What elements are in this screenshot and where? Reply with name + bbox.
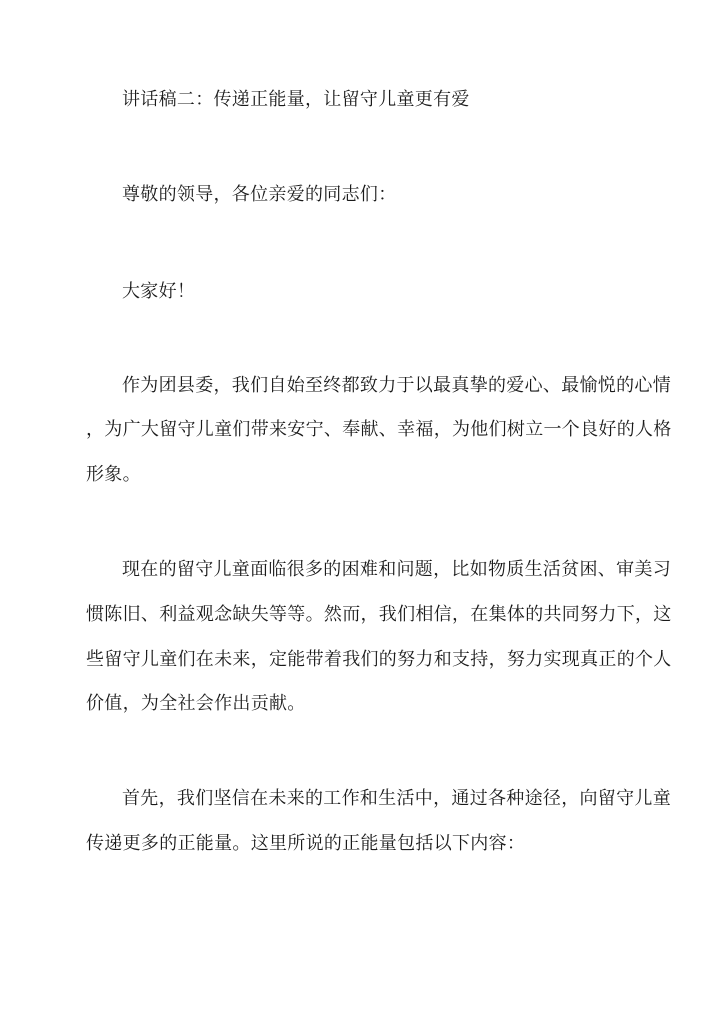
- paragraph-line: 价值，为全社会作出贡献。: [86, 693, 306, 714]
- paragraph-line: 现在的留守儿童面临很多的困难和问题，比如物质生活贫困、审美习: [122, 559, 671, 580]
- salutation: 尊敬的领导，各位亲爱的同志们：: [122, 184, 397, 205]
- paragraph-line: 首先，我们坚信在未来的工作和生活中，通过各种途径，向留守儿童: [122, 788, 671, 809]
- greeting: 大家好！: [122, 281, 196, 302]
- paragraph-line: 作为团县委，我们自始至终都致力于以最真挚的爱心、最愉悦的心情: [122, 375, 671, 396]
- paragraph-line: 传递更多的正能量。这里所说的正能量包括以下内容：: [86, 833, 526, 854]
- paragraph-line: 形象。: [86, 464, 141, 485]
- document-title: 讲话稿二：传递正能量，让留守儿童更有爱: [122, 89, 470, 110]
- paragraph-line: 些留守儿童们在未来，定能带着我们的努力和支持，努力实现真正的个人: [86, 649, 672, 670]
- paragraph-line: 惯陈旧、利益观念缺失等等。然而，我们相信，在集体的共同努力下，这: [86, 604, 672, 625]
- paragraph-line: ，为广大留守儿童们带来安宁、奉献、幸福，为他们树立一个良好的人格: [86, 419, 672, 440]
